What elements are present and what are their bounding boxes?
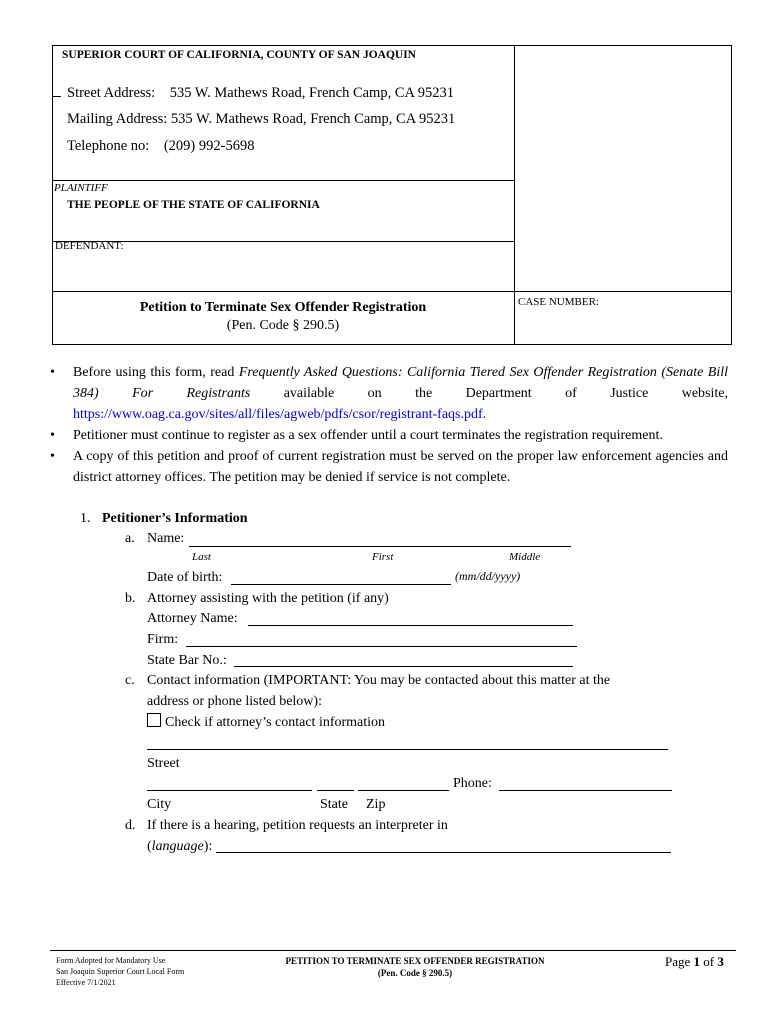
state-bar-field[interactable]: [234, 666, 573, 667]
attorney-contact-option[interactable]: [147, 712, 385, 733]
instruction-text: available on the Department of Justice website,: [250, 386, 728, 401]
name-sub-first: First: [372, 551, 394, 563]
section-1-heading: Petitioner’s Information: [102, 511, 248, 526]
instruction-text: Before using this form, read: [73, 365, 239, 380]
phone-field[interactable]: [499, 790, 672, 791]
footer-code: (Pen. Code § 290.5): [377, 968, 453, 978]
instructions: [50, 362, 728, 488]
page-current: 1: [693, 954, 701, 969]
contact-info-text: Contact information (IMPORTANT: You may be contacted about this matter at the: [147, 673, 611, 688]
dob-field[interactable]: [231, 584, 451, 585]
attorney-assist-text: Attorney assisting with the petition (if any): [147, 591, 389, 606]
faq-title: Frequently Asked Questions: California Tiered Sex Offender Registration (Senate Bill 384) For Registrants: [73, 365, 728, 401]
state-field[interactable]: [317, 790, 354, 791]
attorney-name-field[interactable]: [248, 625, 573, 626]
name-label: Name:: [147, 531, 185, 546]
dob-label: Date of birth:: [147, 570, 223, 585]
footer-center: [260, 955, 570, 979]
case-caption: [52, 45, 732, 345]
street-label: Street: [147, 756, 180, 771]
footer-effective: Effective 7/1/2021: [56, 978, 116, 987]
section-1-number: 1.: [80, 511, 91, 526]
zip-label: Zip: [366, 797, 386, 812]
footer-local-form: San Joaquin Superior Court Local Form: [56, 967, 185, 976]
bullet-icon: •: [50, 428, 55, 443]
phone-label: Phone:: [453, 776, 492, 791]
firm-label: Firm:: [147, 632, 179, 647]
zip-field[interactable]: [358, 790, 449, 791]
page-of: of: [703, 954, 715, 969]
instruction-bullet: [50, 446, 728, 488]
contact-info-text-2: address or phone listed below):: [147, 694, 322, 709]
city-label: City: [147, 797, 172, 812]
dob-format: (mm/dd/yyyy): [455, 569, 521, 583]
form-code: (Pen. Code § 290.5): [226, 318, 340, 333]
plaintiff-name: THE PEOPLE OF THE STATE OF CALIFORNIA: [67, 199, 320, 211]
footer-adopted: Form Adopted for Mandatory Use: [56, 956, 166, 965]
footer-title: PETITION TO TERMINATE SEX OFFENDER REGISTRATION: [285, 956, 545, 966]
telephone: Telephone no: (209) 992-5698: [67, 138, 255, 154]
firm-field[interactable]: [186, 646, 577, 647]
bullet-icon: •: [50, 365, 55, 380]
interpreter-text: If there is a hearing, petition requests an interpreter in: [147, 818, 448, 833]
form-title: Petition to Terminate Sex Offender Registration: [139, 300, 427, 315]
instruction-bullet: [50, 362, 728, 425]
name-sub-middle: Middle: [509, 551, 541, 563]
page-word: Page: [665, 954, 691, 969]
page-number: [665, 954, 724, 970]
street-field[interactable]: [147, 749, 668, 750]
state-bar-label: State Bar No.:: [147, 653, 227, 668]
instruction-text: .: [482, 407, 487, 422]
name-field[interactable]: [189, 546, 571, 547]
page-total: 3: [717, 954, 724, 969]
footer-left: [56, 955, 184, 988]
item-d-label: d.: [125, 818, 136, 833]
language-suffix: ):: [203, 839, 213, 854]
checkbox-label: Check if attorney’s contact information: [165, 715, 386, 730]
item-c-label: c.: [125, 673, 135, 688]
instruction-text: A copy of this petition and proof of current registration must be served on the proper law enforcement agencies and district attorney offices. The petition may be denied if service is not complete.: [73, 449, 728, 485]
attorney-name-label: Attorney Name:: [147, 611, 238, 626]
case-number-label: CASE NUMBER:: [518, 296, 599, 308]
plaintiff-label: PLAINTIFF: [54, 182, 108, 194]
name-sub-last: Last: [192, 551, 211, 563]
city-field[interactable]: [147, 790, 312, 791]
instruction-text: Petitioner must continue to register as a sex offender until a court terminates the registration requirement.: [73, 428, 663, 443]
mailing-address: Mailing Address: 535 W. Mathews Road, French Camp, CA 95231: [67, 111, 456, 127]
language-field[interactable]: [216, 852, 671, 853]
language-label-group: (language):: [147, 839, 213, 854]
bullet-icon: •: [50, 449, 55, 464]
item-b-label: b.: [125, 591, 136, 606]
faq-link[interactable]: https://www.oag.ca.gov/sites/all/files/agweb/pdfs/csor/registrant-faqs.pdf: [73, 407, 483, 422]
court-name: SUPERIOR COURT OF CALIFORNIA, COUNTY OF SAN JOAQUIN: [62, 49, 416, 61]
attorney-contact-checkbox[interactable]: [147, 713, 161, 727]
footer-rule: [50, 950, 736, 951]
language-label: language: [151, 839, 204, 854]
instruction-bullet: [50, 425, 728, 446]
defendant-label: DEFENDANT:: [55, 240, 124, 252]
street-address: Street Address: 535 W. Mathews Road, French Camp, CA 95231: [67, 85, 455, 101]
state-label: State: [320, 797, 348, 812]
item-a-label: a.: [125, 531, 135, 546]
